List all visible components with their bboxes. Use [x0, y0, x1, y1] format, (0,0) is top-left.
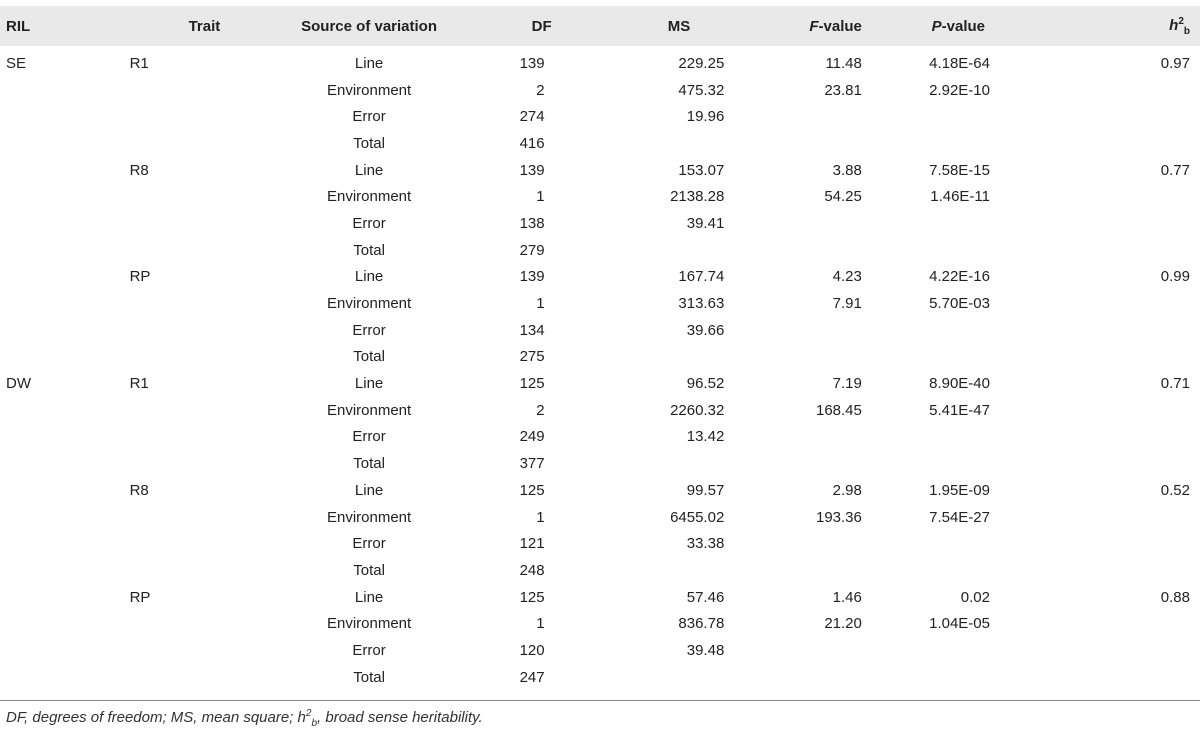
- table-header: [0, 6, 1200, 46]
- cell-trait: [54, 183, 280, 210]
- cell-trait: R8: [129, 161, 149, 179]
- cell-f-value: [742, 664, 862, 692]
- cell-f-value: 168.45: [815, 401, 862, 419]
- cell-ril: [0, 557, 54, 584]
- cell-ms: 99.57: [686, 481, 725, 499]
- cell-ms: 39.66: [686, 321, 725, 339]
- footnote-sub: b: [311, 718, 318, 729]
- table-row: [0, 237, 1200, 264]
- cell-ril: [0, 103, 54, 130]
- cell-heritability: [1115, 210, 1200, 237]
- cell-heritability: [1115, 530, 1200, 557]
- header-h-sub: b: [1183, 25, 1190, 37]
- table-row: [0, 46, 1200, 77]
- cell-f-value: 21.20: [824, 615, 862, 633]
- footnote-divider: [0, 700, 1200, 701]
- cell-p-value: [862, 637, 1115, 664]
- cell-ril: [0, 477, 54, 504]
- anova-table: [0, 6, 1200, 692]
- cell-ril: [0, 130, 54, 157]
- header-source: Source of variation: [301, 17, 438, 35]
- cell-source: Total: [353, 134, 385, 152]
- cell-trait: [54, 637, 280, 664]
- cell-source: Line: [354, 481, 384, 499]
- cell-ms: [560, 450, 743, 477]
- table-row: [0, 130, 1200, 157]
- cell-source: Total: [353, 669, 385, 687]
- header-heritability: [1115, 6, 1200, 46]
- table-row: [0, 664, 1200, 692]
- footnote-part1: DF, degrees of freedom; MS, mean square; h: [6, 709, 306, 726]
- cell-heritability: 0.99: [1160, 268, 1190, 286]
- cell-heritability: [1115, 130, 1200, 157]
- cell-trait: RP: [129, 588, 151, 606]
- cell-ms: 6455.02: [670, 508, 725, 526]
- cell-ms: 19.96: [686, 108, 725, 126]
- cell-ms: 57.46: [686, 588, 725, 606]
- cell-source: Line: [354, 54, 384, 72]
- cell-df: 138: [519, 214, 545, 232]
- cell-df: 377: [519, 455, 545, 473]
- cell-ril: [0, 450, 54, 477]
- cell-df: 2: [536, 401, 545, 419]
- cell-p-value: 0.02: [960, 588, 990, 606]
- cell-ril: [0, 584, 54, 611]
- cell-f-value: [742, 637, 862, 664]
- cell-ril: [0, 157, 54, 184]
- table-row: [0, 264, 1200, 291]
- header-p-value: [862, 6, 1115, 46]
- cell-p-value: 1.95E-09: [929, 481, 990, 499]
- cell-df: 139: [519, 268, 545, 286]
- cell-f-value: [742, 210, 862, 237]
- cell-trait: [54, 344, 280, 371]
- cell-heritability: [1115, 77, 1200, 104]
- cell-heritability: [1115, 664, 1200, 692]
- table-row: [0, 183, 1200, 210]
- header-p-italic: P: [931, 17, 942, 35]
- cell-df: 1: [536, 188, 545, 206]
- cell-df: 139: [519, 161, 545, 179]
- cell-ril: [0, 424, 54, 451]
- cell-ms: [560, 664, 743, 692]
- table-row: [0, 397, 1200, 424]
- cell-f-value: [742, 237, 862, 264]
- cell-heritability: 0.77: [1160, 161, 1190, 179]
- cell-p-value: [862, 664, 1115, 692]
- cell-heritability: [1115, 103, 1200, 130]
- cell-trait: [54, 210, 280, 237]
- cell-source: Environment: [326, 615, 412, 633]
- cell-ms: 313.63: [678, 295, 725, 313]
- cell-df: 134: [519, 321, 545, 339]
- table-row: [0, 477, 1200, 504]
- table-row: [0, 103, 1200, 130]
- cell-f-value: [742, 103, 862, 130]
- cell-trait: R1: [129, 375, 149, 393]
- table-row: [0, 610, 1200, 637]
- cell-source: Line: [354, 375, 384, 393]
- cell-ms: 13.42: [686, 428, 725, 446]
- header-row: [0, 6, 1200, 46]
- cell-df: 139: [519, 54, 545, 72]
- cell-heritability: [1115, 397, 1200, 424]
- cell-source: Environment: [326, 295, 412, 313]
- cell-p-value: [862, 530, 1115, 557]
- table-row: [0, 504, 1200, 531]
- table-body: [0, 46, 1200, 692]
- cell-f-value: [742, 317, 862, 344]
- cell-heritability: [1115, 424, 1200, 451]
- cell-p-value: 4.22E-16: [929, 268, 990, 286]
- cell-ril: [0, 397, 54, 424]
- cell-df: 274: [519, 108, 545, 126]
- cell-p-value: [862, 130, 1115, 157]
- cell-trait: [54, 504, 280, 531]
- cell-heritability: [1115, 237, 1200, 264]
- table-row: [0, 317, 1200, 344]
- cell-ril: [0, 504, 54, 531]
- cell-heritability: [1115, 637, 1200, 664]
- table-row: [0, 450, 1200, 477]
- cell-trait: RP: [129, 268, 151, 286]
- cell-df: 125: [519, 588, 545, 606]
- cell-p-value: 2.92E-10: [929, 81, 990, 99]
- cell-p-value: [862, 450, 1115, 477]
- cell-f-value: 7.19: [832, 375, 862, 393]
- cell-f-value: [742, 450, 862, 477]
- cell-trait: [54, 103, 280, 130]
- cell-source: Line: [354, 161, 384, 179]
- cell-p-value: 1.04E-05: [929, 615, 990, 633]
- cell-f-value: [742, 344, 862, 371]
- cell-ril: [0, 183, 54, 210]
- footnote-part2: , broad sense heritability.: [317, 709, 483, 726]
- table-row: [0, 77, 1200, 104]
- table-row: [0, 290, 1200, 317]
- cell-f-value: [742, 557, 862, 584]
- cell-ms: 2260.32: [670, 401, 725, 419]
- cell-heritability: [1115, 450, 1200, 477]
- table-row: [0, 584, 1200, 611]
- cell-ms: 475.32: [678, 81, 725, 99]
- cell-df: 125: [519, 481, 545, 499]
- cell-heritability: 0.71: [1160, 375, 1190, 393]
- cell-ms: 167.74: [678, 268, 725, 286]
- cell-ril: [0, 77, 54, 104]
- header-ril: RIL: [6, 17, 31, 35]
- cell-trait: [54, 130, 280, 157]
- cell-heritability: [1115, 183, 1200, 210]
- cell-ms: 33.38: [686, 535, 725, 553]
- cell-trait: [54, 290, 280, 317]
- cell-df: 1: [536, 615, 545, 633]
- cell-heritability: 0.88: [1160, 588, 1190, 606]
- cell-ril: [0, 610, 54, 637]
- cell-ms: [560, 344, 743, 371]
- cell-source: Total: [353, 561, 385, 579]
- cell-p-value: 8.90E-40: [929, 375, 990, 393]
- footnote-sup: 2: [305, 708, 312, 719]
- cell-source: Environment: [326, 401, 412, 419]
- cell-f-value: 2.98: [832, 481, 862, 499]
- cell-heritability: [1115, 504, 1200, 531]
- cell-trait: [54, 77, 280, 104]
- cell-trait: [54, 424, 280, 451]
- cell-ril: SE: [6, 54, 27, 72]
- cell-p-value: [862, 557, 1115, 584]
- header-trait: Trait: [188, 17, 221, 35]
- cell-trait: [54, 450, 280, 477]
- cell-source: Error: [352, 108, 386, 126]
- cell-ms: [560, 130, 743, 157]
- cell-trait: [54, 557, 280, 584]
- cell-ril: [0, 264, 54, 291]
- cell-heritability: [1115, 344, 1200, 371]
- cell-df: 248: [519, 561, 545, 579]
- cell-f-value: 3.88: [832, 161, 862, 179]
- cell-df: 121: [519, 535, 545, 553]
- cell-p-value: [862, 237, 1115, 264]
- cell-df: 247: [519, 669, 545, 687]
- cell-p-value: [862, 103, 1115, 130]
- cell-ril: DW: [6, 375, 31, 393]
- cell-p-value: 4.18E-64: [929, 54, 990, 72]
- cell-p-value: 1.46E-11: [930, 188, 990, 206]
- cell-f-value: 11.48: [825, 54, 862, 72]
- cell-source: Error: [352, 214, 386, 232]
- cell-df: 1: [536, 508, 545, 526]
- header-f-italic: F: [809, 17, 819, 35]
- header-f-value: [742, 6, 862, 46]
- cell-p-value: 7.54E-27: [929, 508, 990, 526]
- cell-trait: R8: [129, 481, 149, 499]
- cell-heritability: 0.52: [1160, 481, 1190, 499]
- cell-trait: [54, 317, 280, 344]
- cell-source: Error: [352, 641, 386, 659]
- header-f-rest: -value: [818, 17, 862, 35]
- cell-ms: 2138.28: [670, 188, 725, 206]
- header-h-base: h: [1169, 16, 1179, 34]
- cell-source: Total: [353, 348, 385, 366]
- cell-source: Error: [352, 535, 386, 553]
- cell-df: 2: [536, 81, 545, 99]
- cell-f-value: [742, 424, 862, 451]
- table-row: [0, 557, 1200, 584]
- cell-f-value: 1.46: [832, 588, 862, 606]
- cell-ril: [0, 237, 54, 264]
- cell-source: Line: [354, 268, 384, 286]
- cell-source: Environment: [326, 81, 412, 99]
- cell-p-value: [862, 424, 1115, 451]
- cell-trait: [54, 397, 280, 424]
- table-row: [0, 637, 1200, 664]
- cell-source: Error: [352, 428, 386, 446]
- cell-df: 125: [519, 375, 545, 393]
- header-p-rest: -value: [941, 17, 985, 35]
- cell-ril: [0, 637, 54, 664]
- cell-p-value: 7.58E-15: [929, 161, 990, 179]
- cell-source: Environment: [326, 188, 412, 206]
- cell-ril: [0, 317, 54, 344]
- cell-ms: 39.41: [686, 214, 725, 232]
- table-row: [0, 344, 1200, 371]
- cell-f-value: 193.36: [815, 508, 862, 526]
- cell-f-value: 4.23: [832, 268, 862, 286]
- cell-f-value: [742, 130, 862, 157]
- cell-trait: R1: [129, 54, 149, 72]
- cell-p-value: [862, 344, 1115, 371]
- cell-ms: 39.48: [686, 641, 725, 659]
- table-row: [0, 157, 1200, 184]
- cell-ril: [0, 344, 54, 371]
- cell-trait: [54, 664, 280, 692]
- cell-p-value: [862, 317, 1115, 344]
- cell-source: Line: [354, 588, 384, 606]
- table-row: [0, 370, 1200, 397]
- cell-df: 120: [519, 641, 545, 659]
- cell-trait: [54, 530, 280, 557]
- cell-heritability: [1115, 610, 1200, 637]
- cell-ms: 836.78: [678, 615, 725, 633]
- cell-ms: 153.07: [678, 161, 725, 179]
- table-row: [0, 424, 1200, 451]
- cell-p-value: [862, 210, 1115, 237]
- cell-df: 416: [519, 134, 545, 152]
- cell-ms: 96.52: [686, 375, 725, 393]
- table-row: [0, 530, 1200, 557]
- cell-ril: [0, 290, 54, 317]
- cell-trait: [54, 237, 280, 264]
- header-ms: MS: [667, 17, 691, 35]
- cell-ms: [560, 557, 743, 584]
- cell-source: Error: [352, 321, 386, 339]
- cell-source: Total: [353, 455, 385, 473]
- cell-df: 249: [519, 428, 545, 446]
- header-df: DF: [531, 17, 552, 35]
- cell-ms: 229.25: [678, 54, 725, 72]
- cell-ril: [0, 530, 54, 557]
- cell-p-value: 5.70E-03: [929, 295, 990, 313]
- cell-ril: [0, 210, 54, 237]
- cell-p-value: 5.41E-47: [929, 401, 990, 419]
- cell-source: Total: [353, 241, 385, 259]
- cell-trait: [54, 610, 280, 637]
- cell-heritability: [1115, 317, 1200, 344]
- cell-heritability: 0.97: [1160, 54, 1190, 72]
- table-row: [0, 210, 1200, 237]
- cell-ril: [0, 664, 54, 692]
- table-footnote: [6, 708, 483, 729]
- cell-heritability: [1115, 557, 1200, 584]
- cell-f-value: 54.25: [824, 188, 862, 206]
- cell-f-value: [742, 530, 862, 557]
- cell-df: 1: [536, 295, 545, 313]
- cell-f-value: 23.81: [824, 81, 862, 99]
- cell-source: Environment: [326, 508, 412, 526]
- cell-df: 279: [519, 241, 545, 259]
- cell-ms: [560, 237, 743, 264]
- cell-f-value: 7.91: [832, 295, 862, 313]
- header-h-sup: 2: [1178, 15, 1184, 27]
- cell-df: 275: [519, 348, 545, 366]
- cell-heritability: [1115, 290, 1200, 317]
